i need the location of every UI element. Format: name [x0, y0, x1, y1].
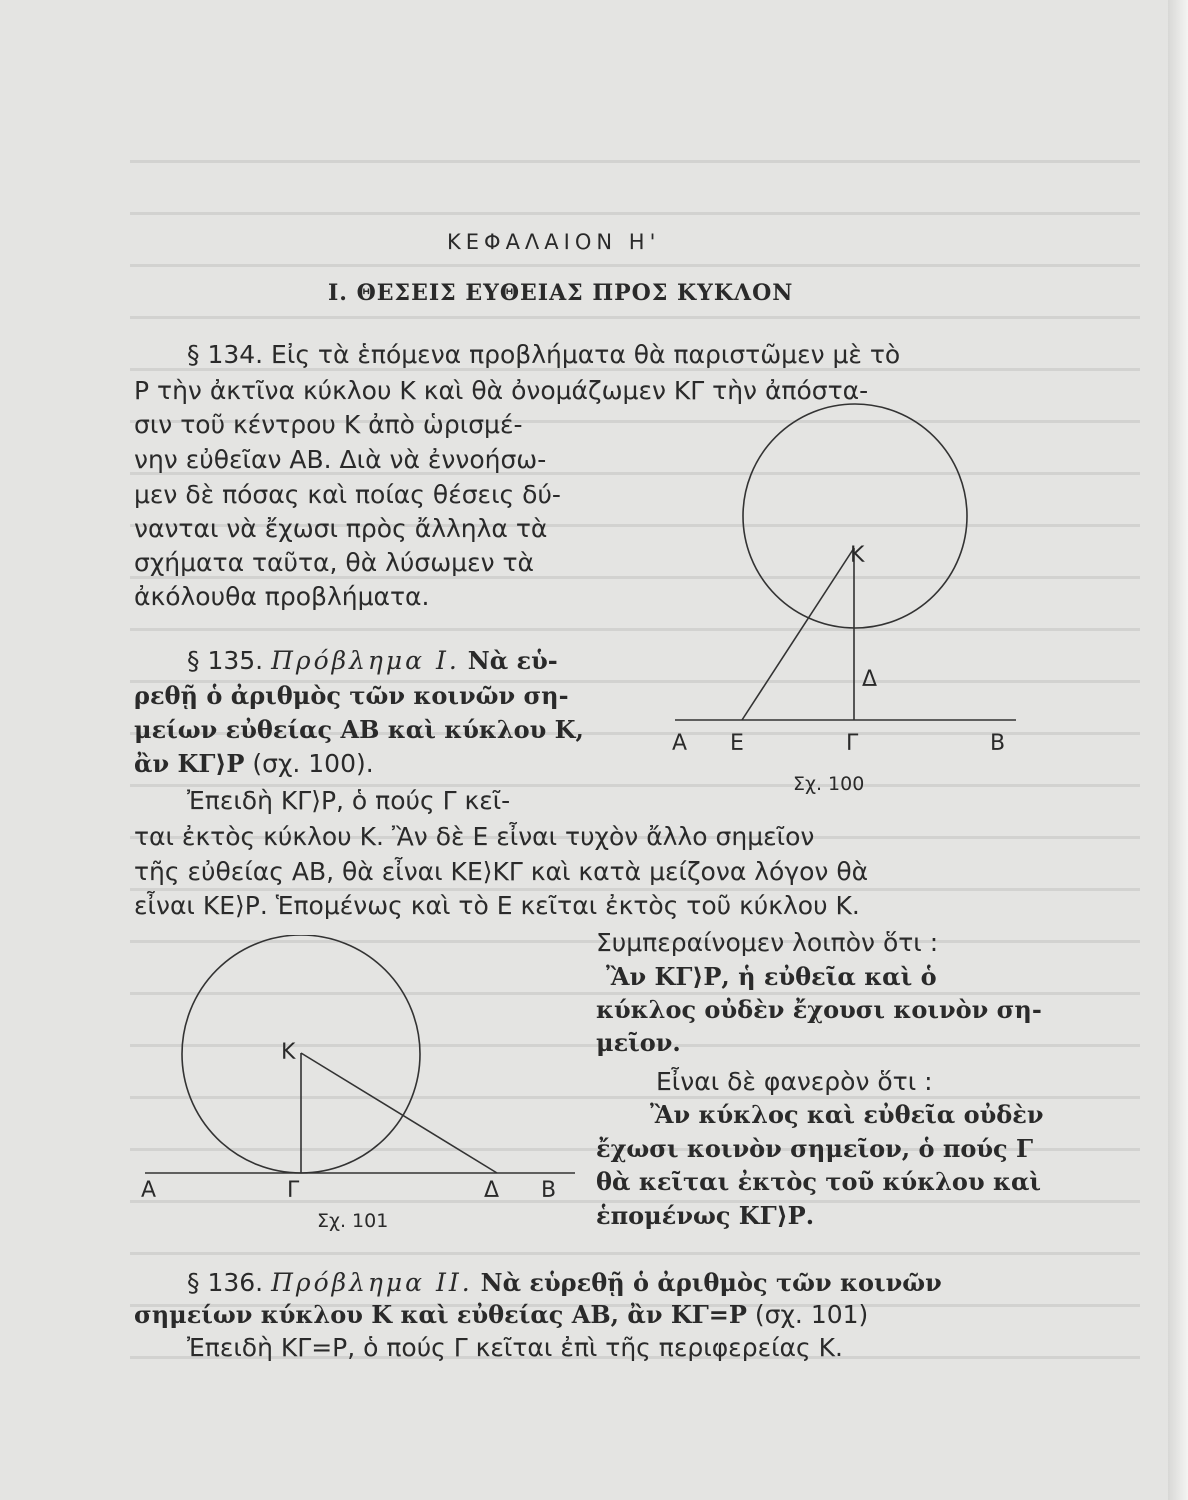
p135-proof-line: Ἐπειδὴ ΚΓ⟩Ρ, ὁ πούς Γ κεῖ- — [187, 786, 511, 815]
p134-line: Ρ τὴν ἀκτῖνα κύκλου Κ καὶ θὰ ὀνομάζωμεν ΚΓ τὴν ἀπόστα- — [134, 376, 869, 405]
label-d: Δ — [862, 667, 878, 692]
p135-result-line: κύκλος οὐδὲν ἔχουσι κοινὸν ση- — [596, 995, 1042, 1024]
p135-result-line: μεῖον. — [596, 1028, 681, 1057]
figure-101-caption: Σχ. 101 — [317, 1210, 389, 1232]
figure-101 — [135, 935, 585, 1235]
figure-100-caption: Σχ. 100 — [793, 773, 865, 795]
label-a: Α — [672, 731, 688, 756]
p135-proof-line: τῆς εὐθείας ΑΒ, θὰ εἶναι ΚΕ⟩ΚΓ καὶ κατὰ μείζονα λόγον θὰ — [134, 857, 869, 886]
label-k: Κ — [281, 1040, 296, 1065]
p134-line: ἀκόλουθα προβλήματα. — [134, 582, 430, 611]
p134-line: § 134. Εἰς τὰ ἑπόμενα προβλήματα θὰ παριστῶμεν μὲ τὸ — [187, 340, 901, 369]
chapter-title: ΚΕΦΑΛΑΙΟΝ Η' — [447, 230, 661, 254]
p134-line: μεν δὲ πόσας καὶ ποίας θέσεις δύ- — [134, 480, 561, 509]
circle-k — [743, 404, 967, 628]
p136-bold: Νὰ εὑρεθῇ ὁ ἀριθμὸς τῶν κοινῶν — [480, 1268, 942, 1297]
p135-result-line: Ἂν ΚΓ⟩Ρ, ἡ εὐθεῖα καὶ ὁ — [606, 962, 937, 991]
label-d: Δ — [484, 1178, 500, 1203]
page-edge — [1168, 0, 1188, 1500]
section-title: Ι. ΘΕΣΕΙΣ ΕΥΘΕΙΑΣ ΠΡΟΣ ΚΥΚΛΟΝ — [328, 280, 794, 306]
p135-evident: Εἶναι δὲ φανερὸν ὅτι : — [656, 1067, 933, 1096]
p134-line: νανται νὰ ἔχωσι πρὸς ἄλληλα τὰ — [134, 514, 548, 543]
label-e: Ε — [730, 731, 744, 756]
p136-condition — [134, 1300, 868, 1330]
p135-converse-line: ἑπομένως ΚΓ⟩Ρ. — [596, 1201, 815, 1230]
p136-proof-line: Ἐπειδὴ ΚΓ=Ρ, ὁ πούς Γ κεῖται ἐπὶ τῆς περιφερείας Κ. — [187, 1333, 843, 1362]
label-a: Α — [141, 1178, 157, 1203]
p135-converse-line: θὰ κεῖται ἐκτὸς τοῦ κύκλου καὶ — [596, 1167, 1042, 1196]
label-g: Γ — [846, 731, 859, 756]
p135-condition — [134, 749, 374, 779]
label-b: Β — [541, 1178, 557, 1203]
p135-bold-line: ρεθῇ ὁ ἀριθμὸς τῶν κοινῶν ση- — [134, 681, 569, 710]
p135-label: Πρόβλημα Ι. — [271, 646, 460, 675]
p135-bold: Νὰ εὑ- — [467, 646, 558, 675]
label-b: Β — [990, 731, 1006, 756]
p136-heading — [187, 1268, 942, 1298]
p135-heading — [187, 646, 558, 676]
figure-100 — [660, 400, 1030, 795]
p135-number: § 135. — [187, 646, 264, 675]
p135-conclude: Συμπεραίνομεν λοιπὸν ὅτι : — [596, 928, 939, 957]
p136-number: § 136. — [187, 1268, 264, 1297]
p134-line: σχήματα ταῦτα, θὰ λύσωμεν τὰ — [134, 548, 535, 577]
p135-ref: (σχ. 100). — [252, 749, 374, 778]
label-k: Κ — [850, 543, 865, 568]
p134-line: σιν τοῦ κέντρου Κ ἀπὸ ὡρισμέ- — [134, 410, 523, 439]
p136-bold: σημείων κύκλου Κ καὶ εὐθείας ΑΒ, ἂν ΚΓ=Ρ — [134, 1300, 747, 1329]
label-g: Γ — [287, 1178, 300, 1203]
p135-bold-line: μείων εὐθείας ΑΒ καὶ κύκλου Κ, — [134, 715, 584, 744]
p136-label: Πρόβλημα ΙΙ. — [271, 1268, 473, 1297]
p135-proof-line: ται ἐκτὸς κύκλου Κ. Ἂν δὲ Ε εἶναι τυχὸν ἄλλο σημεῖον — [134, 822, 815, 851]
p135-bold: ἂν ΚΓ⟩Ρ — [134, 749, 245, 778]
p135-proof-line: εἶναι ΚΕ⟩Ρ. Ἑπομένως καὶ τὸ Ε κεῖται ἐκτὸς τοῦ κύκλου Κ. — [134, 891, 860, 920]
p134-line: νην εὐθεῖαν ΑΒ. Διὰ νὰ ἐννοήσω- — [134, 445, 547, 474]
p135-converse-line: Ἂν κύκλος καὶ εὐθεῖα οὐδὲν — [650, 1100, 1044, 1129]
p135-converse-line: ἔχωσι κοινὸν σημεῖον, ὁ πούς Γ — [596, 1134, 1034, 1163]
p136-ref: (σχ. 101) — [754, 1300, 869, 1329]
segment-kd — [301, 1053, 497, 1173]
